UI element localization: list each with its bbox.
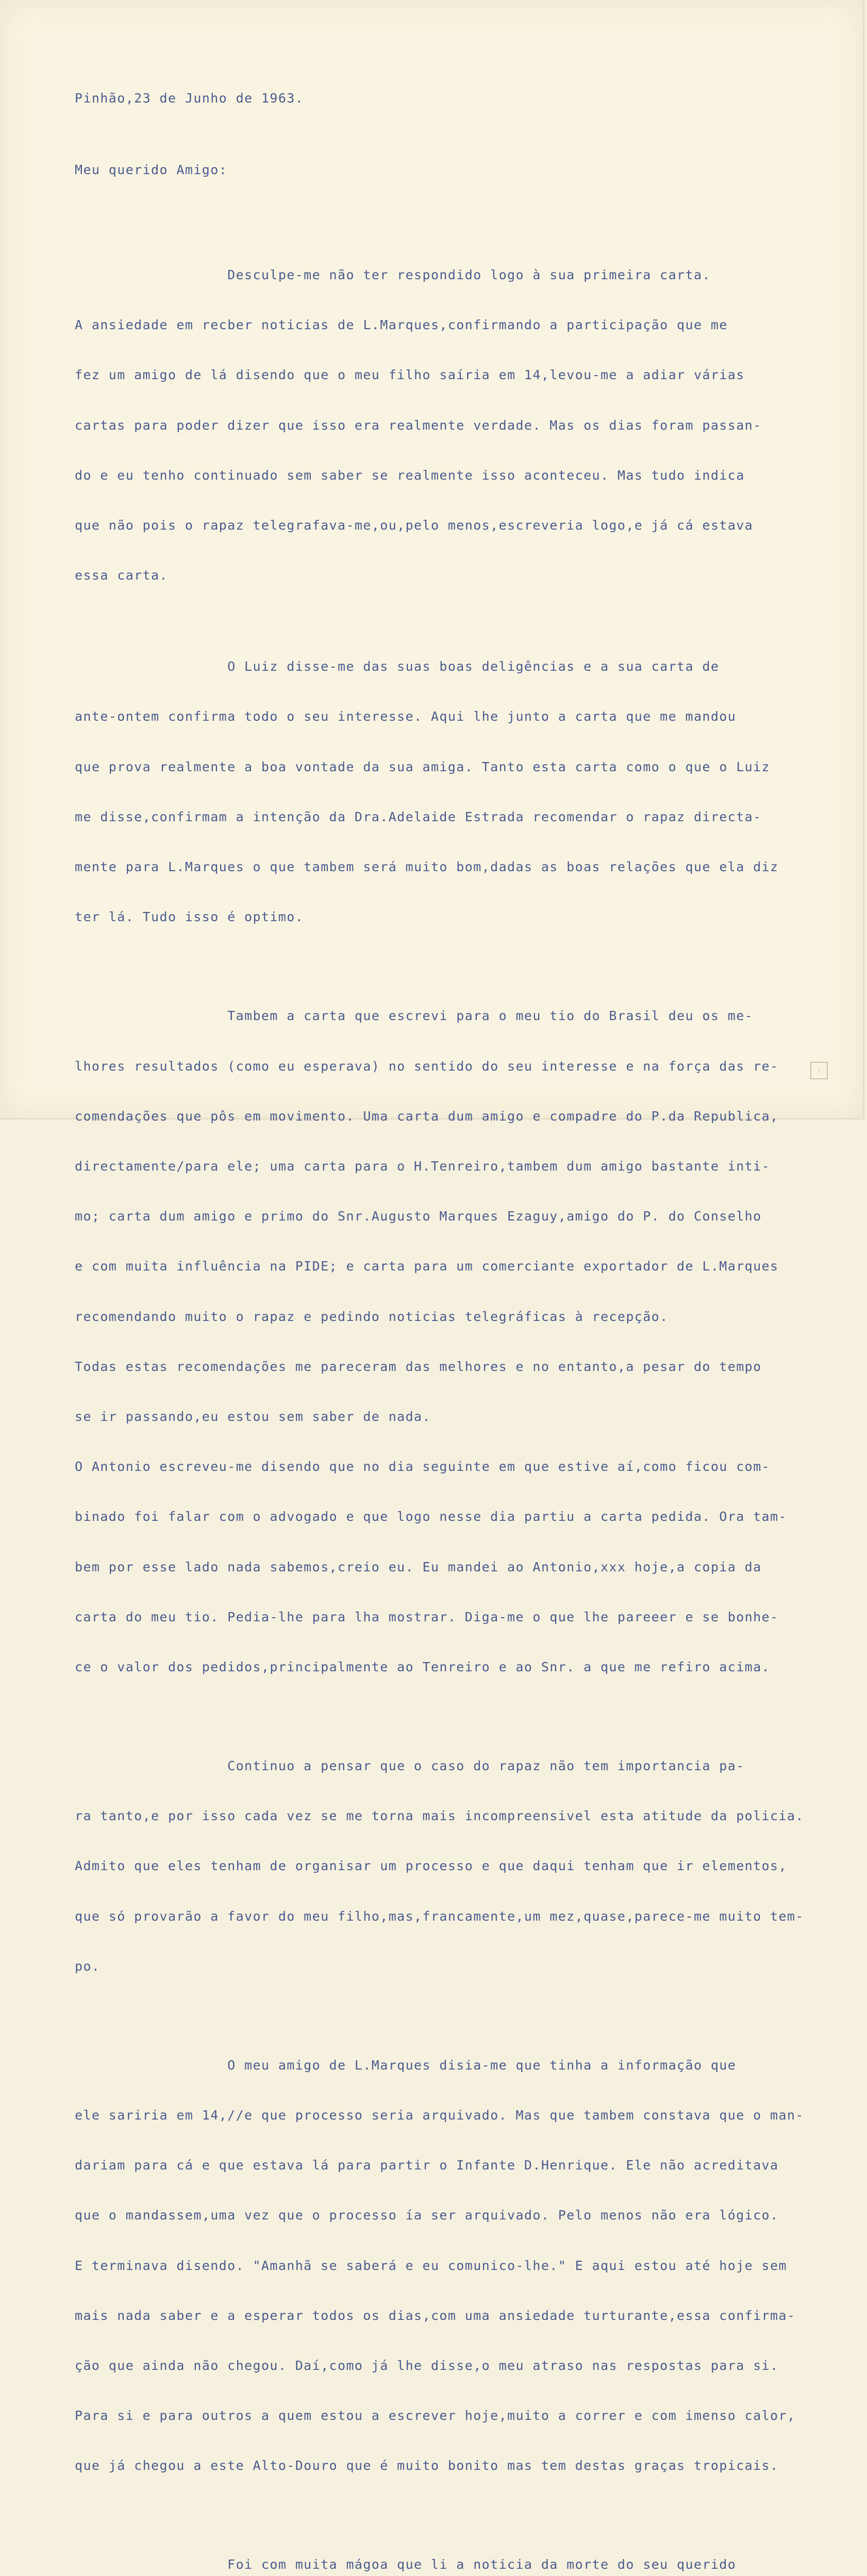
- paragraph-2-line: ante-ontem confirma todo o seu interesse. Aqui lhe junto a carta que me mandou: [75, 709, 737, 724]
- paragraph-5-line: mais nada saber e a esperar todos os dias,com uma ansiedade turturante,essa confirma-: [75, 2308, 796, 2323]
- paragraph-1-line: essa carta.: [75, 568, 168, 583]
- paragraph-1-line: A ansiedade em recber noticias de L.Marques,confirmando a participação que me: [75, 317, 728, 333]
- paragraph-1-line: cartas para poder dizer que isso era realmente verdade. Mas os dias foram passan-: [75, 417, 762, 433]
- paragraph-1-line: do e eu tenho continuado sem saber se realmente isso aconteceu. Mas tudo indica: [75, 467, 745, 483]
- paragraph-3-line: Todas estas recomendações me pareceram das melhores e no entanto,a pesar do tempo: [75, 1359, 762, 1374]
- paragraph-3-line: carta do meu tio. Pedia-lhe para lha mostrar. Diga-me o que lhe pareeer e se bonhe-: [75, 1609, 779, 1624]
- paragraph-2-line: O Luiz disse-me das suas boas deligências e a sua carta de: [75, 659, 720, 674]
- paragraph-2-line: me disse,confirmam a intenção da Dra.Adelaide Estrada recomendar o rapaz directa-: [75, 809, 762, 824]
- paragraph-5-line: O meu amigo de L.Marques disia-me que tinha a informação que: [75, 2057, 737, 2073]
- reverse-side-show-through: ________________________________________________________ ______________________________________________ ________________________________________________________ ________________________________________________________ ______________________________________________________ ______________________________________________________ ____________________________________________: [400, 109, 825, 229]
- paragraph-5-line: dariam para cá e que estava lá para partir o Infante D.Henrique. Ele não acreditava: [75, 2158, 779, 2173]
- paragraph-5-line: que o mandassem,uma vez que o processo ía ser arquivado. Pelo menos não era lógico.: [75, 2208, 779, 2223]
- paragraph-3-line: O Antonio escreveu-me disendo que no dia seguinte em que estive aí,como ficou com-: [75, 1459, 771, 1475]
- paragraph-3-line: se ir passando,eu estou sem saber de nada.: [75, 1409, 431, 1424]
- archive-stamp-icon: ▯: [810, 1062, 828, 1079]
- paragraph-3-line: mo; carta dum amigo e primo do Snr.Augusto Marques Ezaguy,amigo do P. do Conselho: [75, 1209, 762, 1224]
- paragraph-3-line: bem por esse lado nada sabemos,creio eu. Eu mandei ao Antonio,xxx hoje,a copia da: [75, 1559, 762, 1574]
- paragraph-2-line: mente para L.Marques o que tambem será muito bom,dadas as boas relações que ela diz: [75, 859, 779, 875]
- paragraph-4-line: que só provarão a favor do meu filho,mas,francamente,um mez,quase,parece-me muito tem-: [75, 1908, 804, 1924]
- paragraph-5-line: ção que ainda não chegou. Daí,como já lhe disse,o meu atraso nas respostas para si.: [75, 2358, 779, 2373]
- paragraph-3-line: comendações que pôs em movimento. Uma carta dum amigo e compadre do P.da Republica,: [75, 1108, 779, 1124]
- paragraph-5-line: E terminava disendo. "Amanhã se saberá e eu comunico-lhe." E aqui estou até hoje sem: [75, 2258, 787, 2273]
- paragraph-1-line: Desculpe-me não ter respondido logo à sua primeira carta.: [75, 267, 711, 283]
- paragraph-3-line: binado foi falar com o advogado e que logo nesse dia partiu a carta pedida. Ora tam-: [75, 1509, 787, 1524]
- paragraph-3-line: Tambem a carta que escrevi para o meu tio do Brasil deu os me-: [75, 1008, 754, 1024]
- paragraph-1-line: fez um amigo de lá disendo que o meu filho saíria em 14,levou-me a adiar várias: [75, 367, 745, 383]
- paragraph-6-line: Foi com muita mágoa que li a noticia da morte do seu querido: [75, 2557, 737, 2572]
- paragraph-3-line: recomendando muito o rapaz e pedindo noticias telegráficas à recepção.: [75, 1309, 669, 1324]
- paragraph-5-line: que já chegou a este Alto-Douro que é muito bonito mas tem destas graças tropicais.: [75, 2458, 779, 2473]
- paragraph-3-line: e com muita influência na PIDE; e carta para um comerciante exportador de L.Marques: [75, 1259, 779, 1274]
- paragraph-3-line: ce o valor dos pedidos,principalmente ao Tenreiro e ao Snr. a que me refiro acima.: [75, 1659, 771, 1674]
- salutation: Meu querido Amigo:: [75, 162, 228, 178]
- paragraph-5-line: Para si e para outros a quem estou a escrever hoje,muito a correr e com imenso calor,: [75, 2408, 796, 2424]
- paragraph-4-line: Admito que eles tenham de organisar um processo e que daqui tenham que ir elementos,: [75, 1858, 787, 1874]
- typed-letter: [75, 57, 848, 2576]
- paragraph-2-line: ter lá. Tudo isso é optimo.: [75, 909, 304, 925]
- paragraph-4-line: Continuo a pensar que o caso do rapaz não tem importancia pa-: [75, 1758, 745, 1773]
- paragraph-4-line: ra tanto,e por isso cada vez se me torna mais incompreensivel esta atitude da policia.: [75, 1808, 804, 1824]
- paragraph-5-line: ele sariria em 14,//e que processo seria arquivado. Mas que tambem constava que o man-: [75, 2107, 804, 2123]
- paragraph-3-line: directamente/para ele; uma carta para o H.Tenreiro,tambem dum amigo bastante inti-: [75, 1158, 771, 1174]
- paragraph-2-line: que prova realmente a boa vontade da sua amiga. Tanto esta carta como o que o Luiz: [75, 759, 771, 774]
- paragraph-4-line: po.: [75, 1958, 101, 1974]
- paragraph-1-line: que não pois o rapaz telegrafava-me,ou,pelo menos,escreveria logo,e já cá estava: [75, 518, 754, 533]
- paragraph-3-line: lhores resultados (como eu esperava) no sentido do seu interesse e na força das re-: [75, 1058, 779, 1074]
- dateline: Pinhão,23 de Junho de 1963.: [75, 90, 304, 106]
